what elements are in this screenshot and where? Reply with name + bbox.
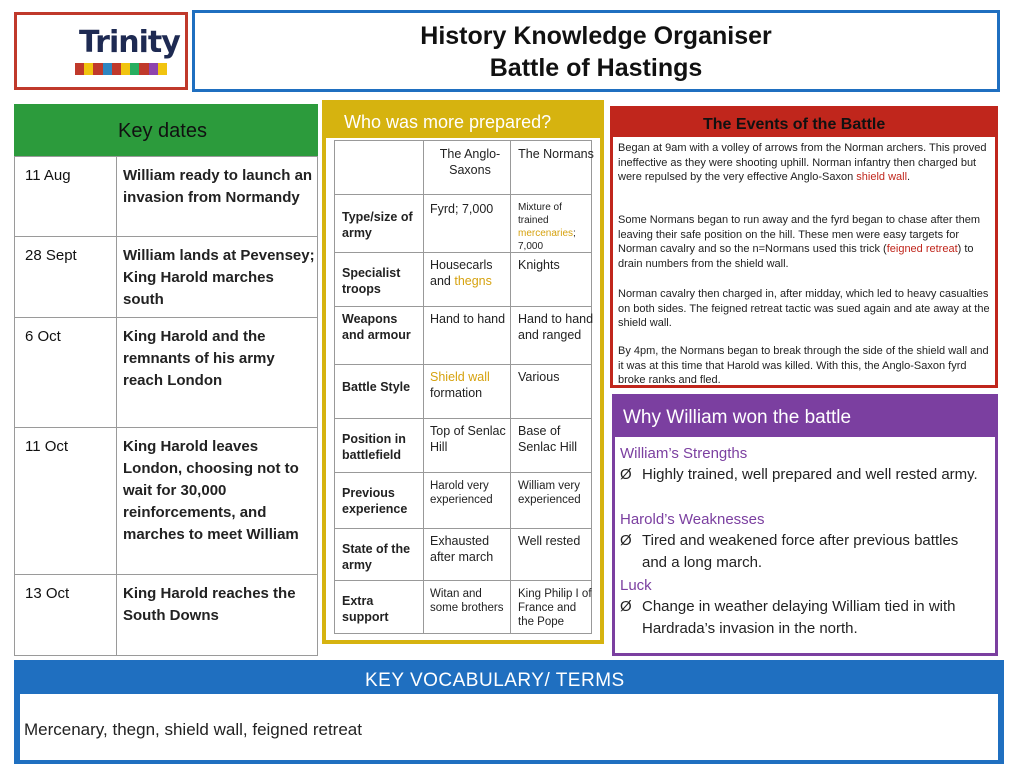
vocabulary-panel	[14, 660, 1004, 764]
highlight-term: shield wall	[856, 171, 908, 183]
key-dates-title: Key dates	[118, 120, 207, 142]
paragraph-text: ) to drain numbers from the shield wall.	[618, 243, 974, 270]
anglo-cell: Hand to hand	[430, 312, 506, 326]
row-label: Type/size of army	[342, 210, 413, 240]
date-cell: 13 Oct	[25, 585, 70, 602]
bullet-text: Highly trained, well prepared and well rested army.	[642, 466, 978, 483]
bullet-text: Tired and weakened force after previous battles and a long march.	[642, 532, 959, 571]
why-header	[615, 397, 995, 437]
cell-text: ; 7,000	[518, 228, 576, 252]
cell-text: Housecarls and	[430, 258, 493, 288]
date-cell: 6 Oct	[25, 328, 61, 345]
weaknesses-heading: Harold’s Weaknesses	[620, 511, 765, 528]
table-row	[334, 472, 592, 528]
logo-stripes	[75, 63, 167, 75]
date-cell: 28 Sept	[25, 247, 77, 264]
normans-cell: Base of Senlac Hill	[518, 424, 578, 454]
events-panel	[610, 106, 998, 388]
page-title-box	[192, 10, 1000, 92]
bullet-text: Change in weather delaying William tied in with Hardrada’s invasion in the north.	[642, 598, 956, 637]
paragraph-text: Some Normans began to run away and the fyrd began to chase after them leaving their safe position on the hill. These men were easy targets for Norman cavalry and so the n=Normans used this trick (	[618, 214, 980, 255]
page-subtitle: Battle of Hastings	[489, 54, 703, 82]
logo-stripe	[149, 63, 158, 75]
event-cell: King Harold and the remnants of his army reach London	[123, 328, 275, 389]
events-paragraph	[618, 213, 994, 271]
logo-stripe	[75, 63, 84, 75]
table-row	[334, 252, 592, 306]
cell-text: Mixture of trained	[518, 202, 562, 226]
date-row	[15, 574, 317, 656]
table-row	[334, 418, 592, 472]
paragraph-text: Began at 9am with a volley of arrows from the Norman archers. This proved ineffective as they were shooting uphill. Norman infantry then charged but were repulsed by the very effective Anglo-Saxon	[618, 142, 987, 183]
header-normans: The Normans	[518, 147, 594, 161]
highlight-term: Shield wall	[430, 370, 490, 384]
luck-item	[620, 596, 992, 640]
normans-cell: Knights	[518, 258, 560, 272]
normans-cell: Various	[518, 370, 560, 384]
vocabulary-title: KEY VOCABULARY/ TERMS	[365, 670, 625, 691]
event-cell: William ready to launch an invasion from Normandy	[123, 167, 313, 206]
date-row	[15, 156, 317, 236]
normans-cell: William very experienced	[518, 480, 581, 506]
table-row	[334, 364, 592, 418]
logo-stripe	[84, 63, 93, 75]
comparison-table	[334, 140, 592, 634]
date-row	[15, 427, 317, 574]
date-row	[15, 236, 317, 317]
row-label: Position in battlefield	[342, 432, 406, 462]
anglo-cell: Harold very experienced	[430, 480, 493, 506]
why-title: Why William won the battle	[623, 407, 852, 428]
normans-cell: King Philip I of France and the Pope	[518, 588, 592, 628]
school-logo	[14, 12, 188, 90]
strengths-item	[620, 464, 992, 486]
row-label: Specialist troops	[342, 266, 401, 296]
date-cell: 11 Oct	[25, 438, 69, 455]
prepared-panel	[322, 100, 604, 644]
anglo-cell: Top of Senlac Hill	[430, 424, 506, 454]
bullet-arrow-icon: Ø	[620, 598, 632, 615]
highlight-term: thegns	[454, 274, 492, 288]
logo-stripe	[121, 63, 130, 75]
events-title: The Events of the Battle	[703, 116, 886, 133]
key-dates-header	[14, 104, 318, 156]
events-paragraph	[618, 141, 994, 185]
row-label: Battle Style	[342, 380, 411, 394]
key-dates-table	[14, 156, 318, 656]
normans-cell: Hand to hand and ranged	[518, 312, 594, 342]
why-william-panel	[612, 394, 998, 656]
highlight-term: feigned retreat	[886, 243, 958, 255]
date-row	[15, 317, 317, 427]
normans-cell: Well rested	[518, 534, 581, 548]
prepared-title: Who was more prepared?	[344, 112, 552, 132]
luck-heading: Luck	[620, 577, 652, 594]
highlight-term: mercenaries	[518, 228, 574, 239]
events-paragraph: By 4pm, the Normans began to break through the side of the shield wall and it was at this time that Harold was killed. With this, the Anglo-Saxon fyrd broke ranks and fled.	[618, 345, 989, 386]
anglo-cell: Fyrd; 7,000	[430, 202, 494, 216]
event-cell: King Harold leaves London, choosing not to wait for 30,000 reinforcements, and marches to meet William	[123, 438, 299, 543]
table-row	[334, 528, 592, 580]
prepared-header	[326, 104, 600, 138]
logo-stripe	[158, 63, 167, 75]
logo-stripe	[103, 63, 112, 75]
logo-text: Trinity	[79, 25, 180, 60]
logo-stripe	[130, 63, 139, 75]
table-row	[334, 194, 592, 252]
logo-stripe	[139, 63, 148, 75]
header-anglo-saxons: The Anglo-Saxons	[439, 147, 501, 177]
anglo-cell	[430, 369, 510, 401]
events-paragraph: Norman cavalry then charged in, after midday, which led to heavy casualties on both sides. The feigned retreat tactic was sued again and ate away at the shield wall.	[618, 288, 990, 329]
date-cell: 11 Aug	[25, 167, 71, 184]
event-cell: King Harold reaches the South Downs	[123, 585, 296, 624]
anglo-cell: Exhausted after march	[430, 534, 494, 564]
weaknesses-item	[620, 530, 992, 574]
paragraph-text: .	[907, 171, 911, 183]
logo-stripe	[93, 63, 102, 75]
anglo-cell	[430, 257, 510, 289]
row-label: Previous experience	[342, 486, 408, 516]
logo-stripe	[112, 63, 121, 75]
bullet-arrow-icon: Ø	[620, 466, 632, 483]
row-label: State of the army	[342, 542, 411, 572]
row-label: Weapons and armour	[342, 312, 411, 342]
table-header-row	[334, 140, 592, 194]
table-row	[334, 580, 592, 634]
events-header	[613, 109, 995, 137]
event-cell: William lands at Pevensey; King Harold marches south	[123, 247, 315, 308]
normans-cell	[518, 201, 594, 253]
anglo-cell: Witan and some brothers	[430, 588, 504, 614]
table-row	[334, 306, 592, 364]
row-label: Extra support	[342, 594, 389, 624]
vocabulary-terms: Mercenary, thegn, shield wall, feigned retreat	[24, 720, 362, 739]
page-title: History Knowledge Organiser	[420, 22, 772, 50]
bullet-arrow-icon: Ø	[620, 532, 632, 549]
vocabulary-body	[20, 694, 998, 760]
cell-text: formation	[430, 386, 483, 400]
strengths-heading: William’s Strengths	[620, 445, 748, 462]
